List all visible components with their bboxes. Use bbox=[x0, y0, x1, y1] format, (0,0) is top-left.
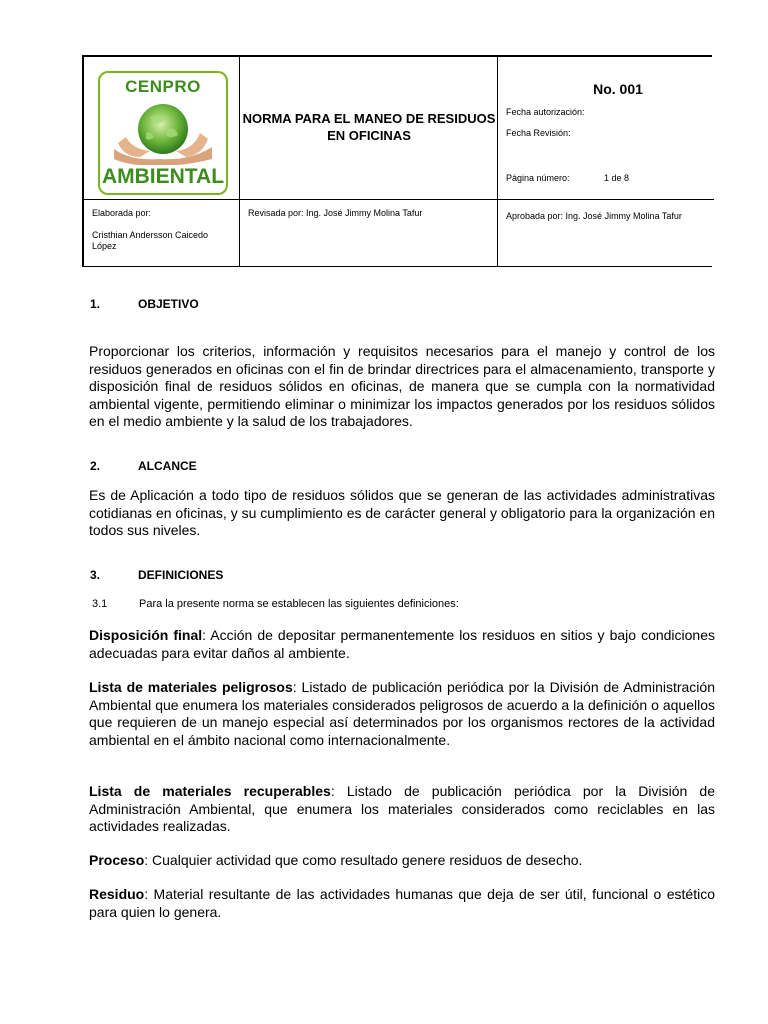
document-header-table bbox=[82, 55, 712, 267]
logo-top-text: CENPRO bbox=[125, 77, 201, 96]
globe-in-hands-icon bbox=[110, 99, 216, 165]
aprobada-cell bbox=[498, 200, 714, 267]
logo-bottom-text: AMBIENTAL bbox=[101, 165, 225, 188]
definition-text: : Listado de publicación periódica por la División de Administración Ambiental que enumera los materiales considerados peligrosos de acuerdo a la definición o aquellos que requieren de un manejo especial así determinados por los organismos rectores de la actividad ambiental en el ámbito nacional como internacionalmente. bbox=[89, 679, 715, 748]
section-number: 3. bbox=[90, 568, 101, 582]
revisada-cell bbox=[240, 200, 498, 267]
section-number: 1. bbox=[90, 297, 101, 311]
definition-item bbox=[89, 627, 715, 662]
meta-cell bbox=[498, 57, 714, 200]
section-heading-objetivo bbox=[90, 297, 199, 311]
elaborada-name: Cristhian Andersson Caicedo López bbox=[92, 230, 209, 251]
definition-item bbox=[89, 886, 715, 921]
section-heading-alcance bbox=[90, 459, 197, 473]
elaborada-label: Elaborada por: bbox=[92, 208, 152, 218]
fecha-revision-label: Fecha Revisión: bbox=[506, 128, 571, 138]
aprobada-text: Aprobada por: Ing. José Jimmy Molina Tafur bbox=[506, 211, 682, 221]
section-title: ALCANCE bbox=[138, 459, 197, 473]
definition-term: Lista de materiales recuperables bbox=[89, 783, 331, 799]
logo-cell bbox=[84, 57, 240, 200]
alcance-paragraph: Es de Aplicación a todo tipo de residuos sólidos que se generan de las actividades administrativas cotidianas en oficinas, y su cumplimiento es de carácter general y obligatorio para la organización en todos sus niveles. bbox=[89, 487, 715, 539]
definition-term: Residuo bbox=[89, 886, 145, 902]
title-cell bbox=[240, 57, 498, 200]
document-number: No. 001 bbox=[593, 81, 643, 97]
subsection-text: Para la presente norma se establecen las siguientes definiciones: bbox=[139, 598, 459, 610]
fecha-autorizacion-label: Fecha autorización: bbox=[506, 107, 585, 117]
section-title: DEFINICIONES bbox=[138, 568, 224, 582]
page-number: 1 de 8 bbox=[604, 173, 630, 183]
definition-item bbox=[89, 679, 715, 749]
definition-text: : Material resultante de las actividades humanas que deja de ser útil, funcional o estético para quien lo genera. bbox=[89, 886, 715, 920]
revisada-text: Revisada por: Ing. José Jimmy Molina Tafur bbox=[248, 208, 423, 218]
definition-item bbox=[89, 852, 715, 870]
definition-term: Proceso bbox=[89, 852, 145, 868]
definition-text: : Cualquier actividad que como resultado genere residuos de desecho. bbox=[144, 852, 583, 868]
definition-item bbox=[89, 783, 715, 836]
section-title: OBJETIVO bbox=[138, 297, 199, 311]
definition-term: Disposición final bbox=[89, 627, 203, 643]
definition-text: : Acción de depositar permanentemente los residuos en sitios y bajo condiciones adecuadas para evitar daños al ambiente. bbox=[89, 627, 716, 661]
cenpro-ambiental-logo bbox=[98, 71, 228, 195]
pagina-numero-label: Página número: bbox=[506, 173, 570, 183]
section-number: 2. bbox=[90, 459, 101, 473]
objetivo-paragraph: Proporcionar los criterios, información y requisitos necesarios para el manejo y control de los residuos generados en oficinas con el fin de brindar directrices para el almacenamiento, transporte y disposición final de residuos sólidos en oficinas, de manera que se cumpla con la normatividad ambiental vigente, permitiendo eliminar o minimizar los impactos generados por los residuos sólidos en el medio ambiente y la salud de los trabajadores. bbox=[89, 343, 715, 430]
subsection-number: 3.1 bbox=[92, 598, 108, 610]
elaborada-cell bbox=[84, 200, 240, 267]
definition-text: : Listado de publicación periódica por la División de Administración Ambiental, que enumera los materiales considerados como reciclables en las actividades realizadas. bbox=[89, 783, 715, 835]
definition-term: Lista de materiales peligrosos bbox=[89, 679, 293, 695]
section-heading-definiciones bbox=[90, 568, 223, 582]
document-title: NORMA PARA EL MANEO DE RESIDUOS EN OFICINAS bbox=[242, 111, 496, 143]
subsection-3-1 bbox=[92, 598, 459, 610]
